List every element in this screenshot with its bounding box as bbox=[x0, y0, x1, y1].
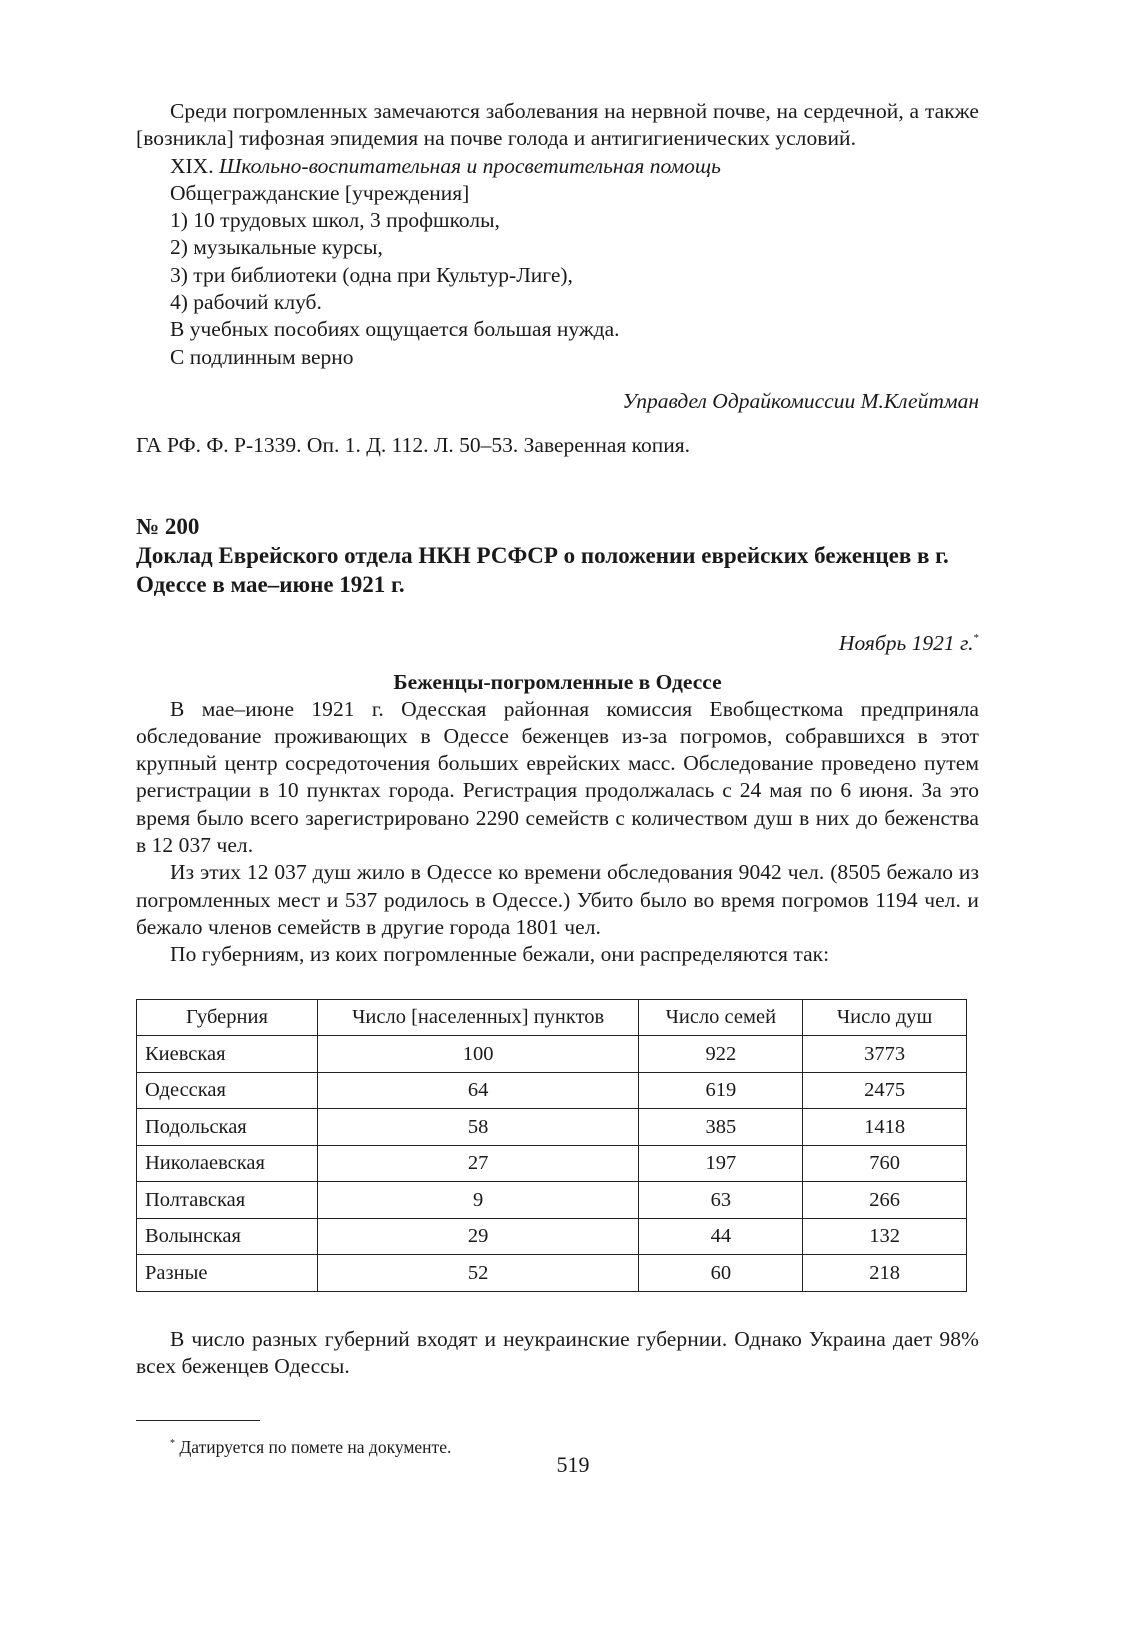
paragraph: По губерниям, из коих погромленные бежали, они распределяются так: bbox=[170, 942, 830, 967]
cell-souls: 3773 bbox=[803, 1036, 967, 1073]
cell-province: Одесская bbox=[137, 1072, 318, 1109]
header-souls: Число душ bbox=[803, 999, 967, 1036]
cell-families: 44 bbox=[639, 1218, 803, 1255]
list-item: 3) три библиотеки (одна при Культур-Лиге), bbox=[170, 262, 573, 287]
cell-souls: 2475 bbox=[803, 1072, 967, 1109]
footnote-text: Датируется по помете на документе. bbox=[179, 1437, 452, 1458]
header-province: Губерния bbox=[137, 999, 318, 1036]
table-row bbox=[137, 1218, 967, 1255]
cell-families: 922 bbox=[639, 1036, 803, 1073]
paragraph: В мае–июне 1921 г. Одесская районная комиссия Евобщесткома предприняла обследование проживающих в Одессе беженцев из-за погромов, собравшихся в этот крупный центр сосредоточения больших еврейских масс. Обследование проведено путем регистрации в 10 пунктах города. Регистрация продолжалась с 24 мая по 6 июня. За это время было всего зарегистрировано 2290 семейств с количеством душ в них до беженства в 12 037 чел. bbox=[136, 696, 979, 858]
archive-reference: ГА РФ. Ф. Р-1339. Оп. 1. Д. 112. Л. 50–53. Заверенная копия. bbox=[136, 433, 691, 458]
cell-settlements: 100 bbox=[317, 1036, 639, 1073]
table-header-row bbox=[137, 999, 967, 1036]
paragraph-health: Среди погромленных замечаются заболевания на нервной почве, на сердечной, а также [возникла] тифозная эпидемия на почве голода и антигигиенических условий. bbox=[136, 99, 979, 151]
list-item: 2) музыкальные курсы, bbox=[170, 235, 383, 260]
header-families: Число семей bbox=[639, 999, 803, 1036]
certification: С подлинным верно bbox=[170, 344, 354, 369]
cell-souls: 218 bbox=[803, 1255, 967, 1292]
section-title: Школьно-воспитательная и просветительная помощь bbox=[218, 153, 721, 178]
cell-province: Полтавская bbox=[137, 1182, 318, 1219]
document-date bbox=[136, 625, 979, 657]
refugees-by-province-table bbox=[136, 999, 967, 1292]
cell-settlements: 52 bbox=[317, 1255, 639, 1292]
header-settlements: Число [населенных] пунктов bbox=[317, 999, 639, 1036]
cell-province: Разные bbox=[137, 1255, 318, 1292]
footnote-marker: * bbox=[973, 631, 979, 644]
cell-souls: 1418 bbox=[803, 1109, 967, 1146]
cell-settlements: 64 bbox=[317, 1072, 639, 1109]
table-row bbox=[137, 1109, 967, 1146]
section-heading-xix bbox=[136, 153, 979, 180]
cell-families: 63 bbox=[639, 1182, 803, 1219]
closing-paragraph: В число разных губерний входят и неукраинские губернии. Однако Украина дает 98% всех беженцев Одессы. bbox=[136, 1326, 979, 1378]
signature: Управдел Одрайкомиссии М.Клейтман bbox=[622, 388, 979, 413]
cell-settlements: 58 bbox=[317, 1109, 639, 1146]
page-number: 519 bbox=[556, 1452, 590, 1477]
cell-province: Киевская bbox=[137, 1036, 318, 1073]
cell-settlements: 27 bbox=[317, 1145, 639, 1182]
cell-settlements: 9 bbox=[317, 1182, 639, 1219]
cell-souls: 760 bbox=[803, 1145, 967, 1182]
table-row bbox=[137, 1072, 967, 1109]
table-row bbox=[137, 1145, 967, 1182]
cell-province: Волынская bbox=[137, 1218, 318, 1255]
cell-souls: 132 bbox=[803, 1218, 967, 1255]
cell-families: 60 bbox=[639, 1255, 803, 1292]
list-item: 4) рабочий клуб. bbox=[170, 290, 322, 315]
document-date-text: Ноябрь 1921 г. bbox=[838, 630, 974, 655]
list-item: 1) 10 трудовых школ, 3 профшколы, bbox=[170, 208, 500, 233]
cell-souls: 266 bbox=[803, 1182, 967, 1219]
cell-families: 385 bbox=[639, 1109, 803, 1146]
cell-families: 197 bbox=[639, 1145, 803, 1182]
need-note: В учебных пособиях ощущается большая нужда. bbox=[170, 317, 620, 342]
footnote-divider bbox=[136, 1420, 260, 1421]
section-number: XIX. bbox=[170, 153, 214, 178]
cell-province: Подольская bbox=[137, 1109, 318, 1146]
paragraph: Из этих 12 037 душ жило в Одессе ко времени обследования 9042 чел. (8505 бежало из погромленных мест и 537 родилось в Одессе.) Убито было во время погромов 1194 чел. и бежало членов семейств в другие города 1801 чел. bbox=[136, 860, 979, 939]
cell-province: Николаевская bbox=[137, 1145, 318, 1182]
page-content bbox=[136, 98, 979, 1458]
subsection-label: Общегражданские [учреждения] bbox=[170, 180, 470, 205]
table-row bbox=[137, 1255, 967, 1292]
cell-families: 619 bbox=[639, 1072, 803, 1109]
cell-settlements: 29 bbox=[317, 1218, 639, 1255]
document-title: Доклад Еврейского отдела НКН РСФСР о положении еврейских беженцев в г. Одессе в мае–июне 1921 г. bbox=[136, 542, 949, 598]
section-heading: Беженцы-погромленные в Одессе bbox=[393, 669, 722, 694]
table-row bbox=[137, 1182, 967, 1219]
document-number: № 200 bbox=[136, 513, 200, 539]
footnote-marker: * bbox=[170, 1438, 175, 1450]
table-row bbox=[137, 1036, 967, 1073]
